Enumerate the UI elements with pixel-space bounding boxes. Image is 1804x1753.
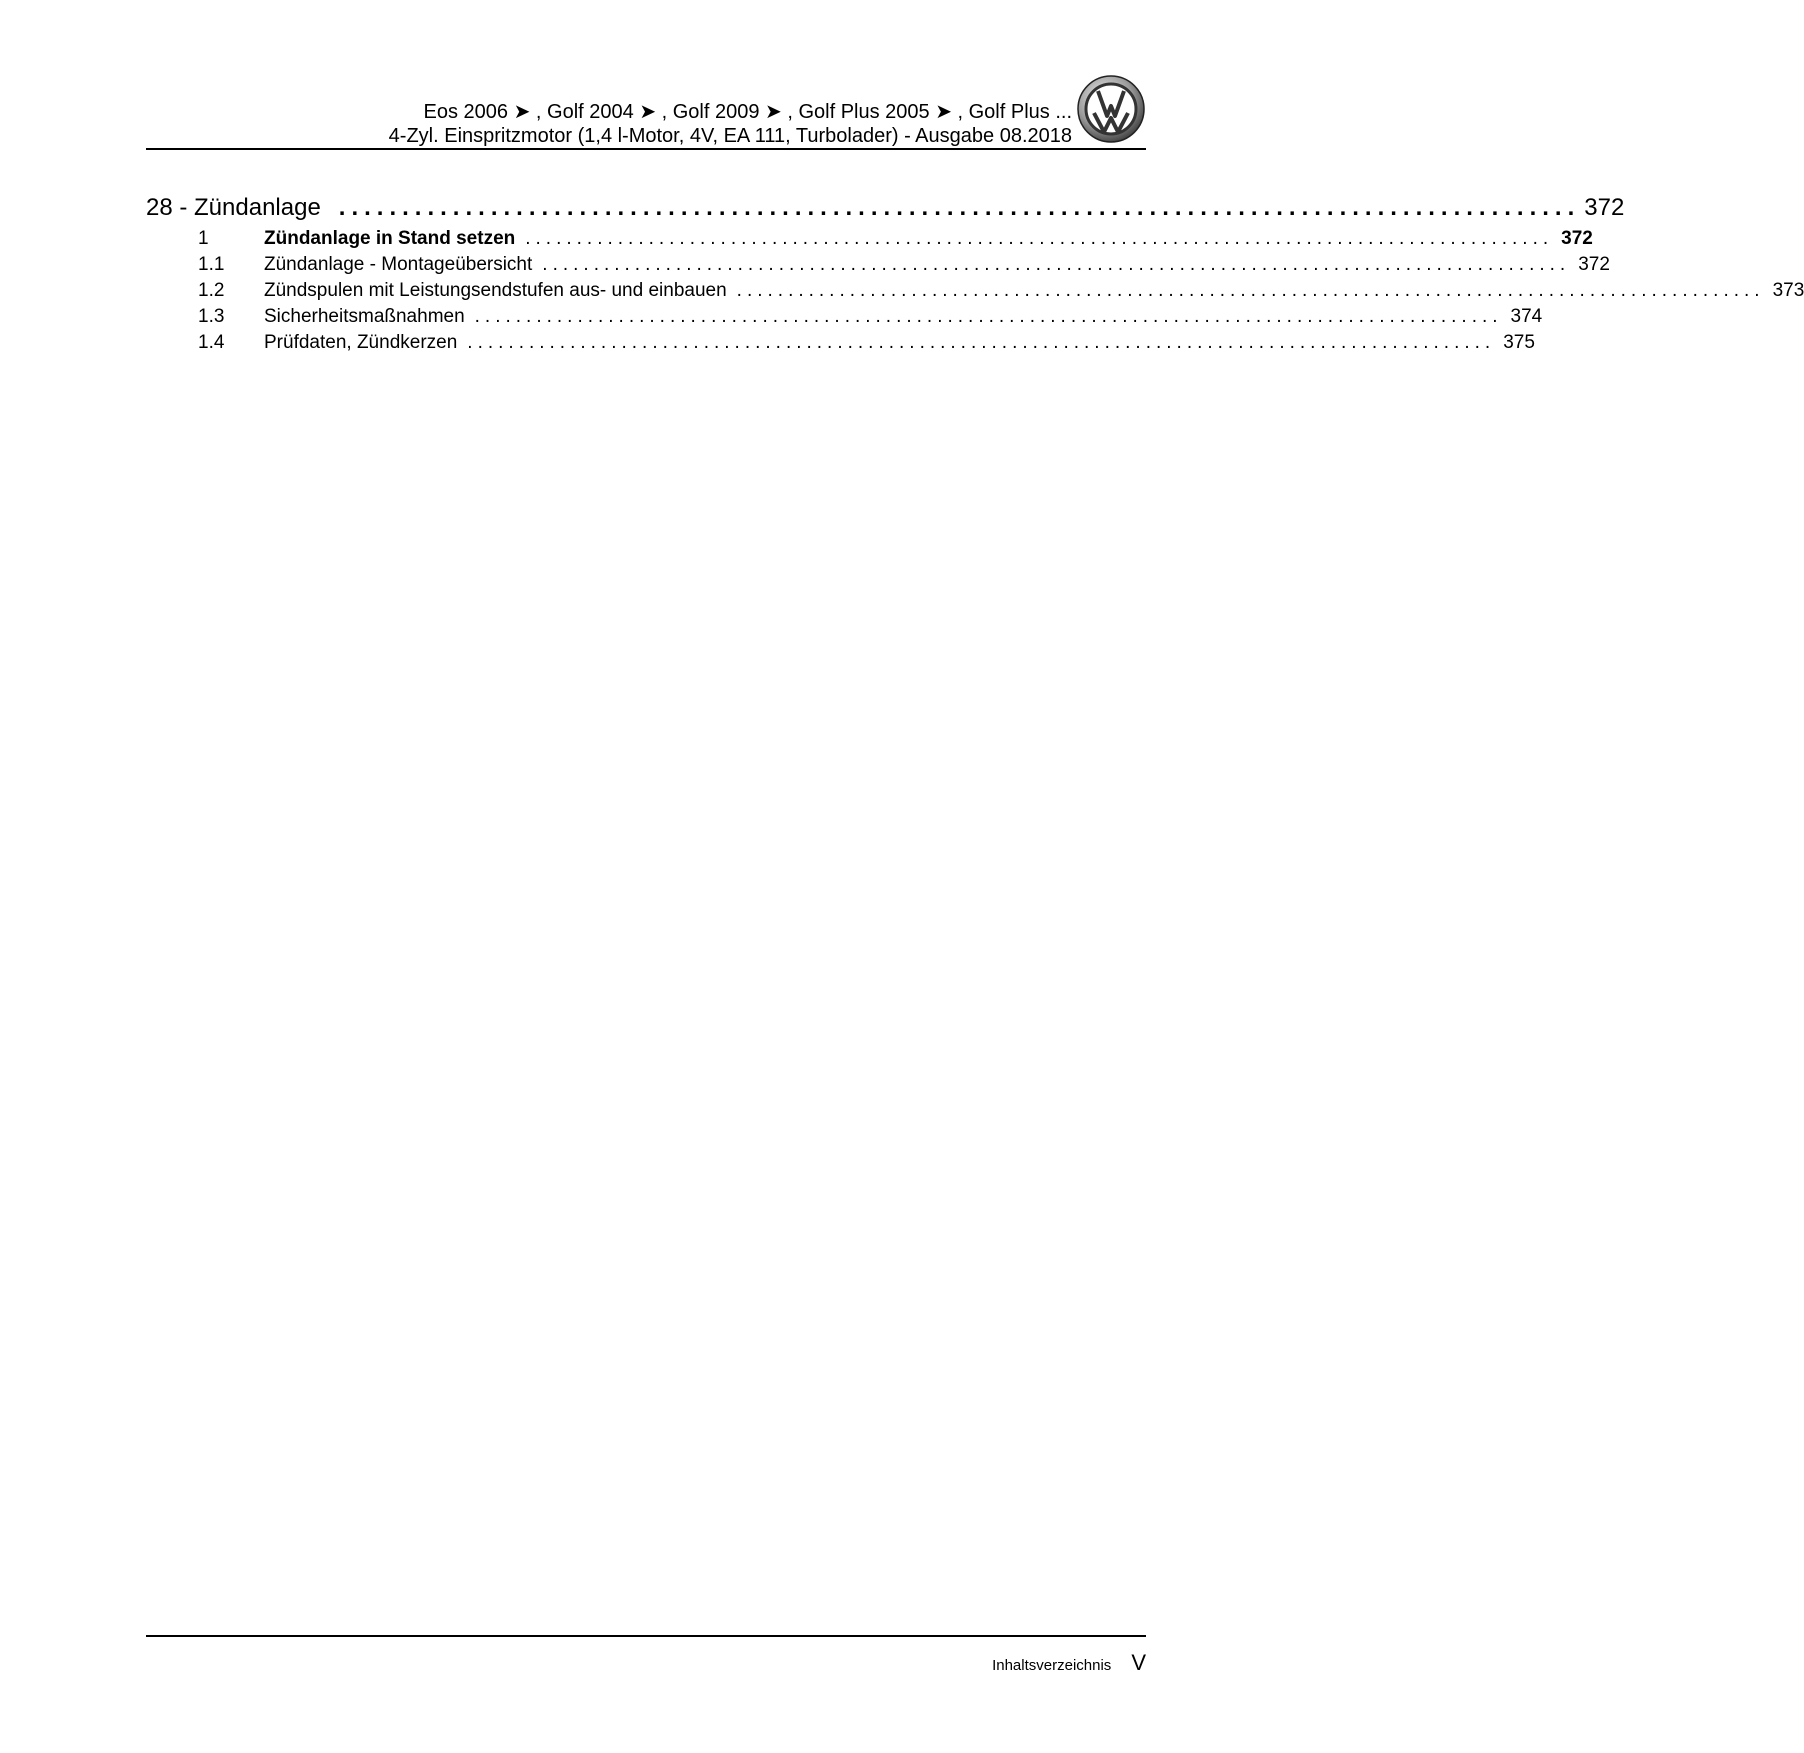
toc-entry-number: 1.1	[198, 254, 225, 275]
table-of-contents	[146, 190, 1804, 356]
toc-leader: ....................................................................................................	[525, 228, 1554, 249]
toc-chapter-title: 28 - Zündanlage	[146, 194, 321, 221]
footer-rule	[146, 1635, 1146, 1637]
toc-leader: ..................................................................................................	[338, 194, 1581, 221]
page-header	[146, 74, 1146, 150]
toc-entry-page: 372	[1578, 254, 1610, 275]
toc-entry[interactable]	[146, 304, 1543, 330]
vw-logo-icon	[1076, 74, 1146, 144]
header-rule	[146, 148, 1146, 150]
toc-chapter[interactable]	[146, 190, 1625, 226]
toc-entry-title: Zündspulen mit Leistungsendstufen aus- und einbauen	[264, 280, 727, 301]
toc-entry-title: Zündanlage - Montageübersicht	[264, 254, 533, 275]
toc-entry-title: Zündanlage in Stand setzen	[264, 228, 516, 249]
toc-chapter-page: 372	[1584, 194, 1625, 221]
toc-entry-page: 372	[1561, 228, 1593, 249]
toc-leader: ....................................................................................................	[542, 254, 1571, 275]
footer-section-label: Inhaltsverzeichnis	[992, 1657, 1112, 1674]
toc-entry[interactable]	[146, 252, 1610, 278]
header-text	[389, 100, 1072, 148]
toc-entry-title: Sicherheitsmaßnahmen	[264, 306, 465, 327]
toc-leader: ....................................................................................................	[736, 280, 1765, 301]
toc-entry[interactable]	[146, 278, 1804, 304]
toc-leader: ....................................................................................................	[474, 306, 1503, 327]
toc-entry-page: 373	[1772, 280, 1804, 301]
toc-entry-number: 1.4	[198, 332, 225, 353]
page-footer	[992, 1650, 1146, 1676]
toc-entry-number: 1.3	[198, 306, 225, 327]
toc-entry-page: 374	[1510, 306, 1543, 327]
footer-page-number: V	[1131, 1650, 1146, 1675]
header-engine-line: 4-Zyl. Einspritzmotor (1,4 l-Motor, 4V, EA 111, Turbolader) - Ausgabe 08.2018	[388, 125, 1072, 147]
toc-entry[interactable]	[146, 330, 1535, 356]
toc-entry-page: 375	[1503, 332, 1535, 353]
toc-entry[interactable]	[146, 226, 1593, 252]
toc-entry-title: Prüfdaten, Zündkerzen	[264, 332, 458, 353]
toc-entry-number: 1	[198, 228, 209, 249]
header-models-line: Eos 2006 ➤ , Golf 2004 ➤ , Golf 2009 ➤ , Golf Plus 2005 ➤ , Golf Plus ...	[423, 101, 1072, 123]
toc-entry-number: 1.2	[198, 280, 225, 301]
toc-leader: ....................................................................................................	[467, 332, 1496, 353]
